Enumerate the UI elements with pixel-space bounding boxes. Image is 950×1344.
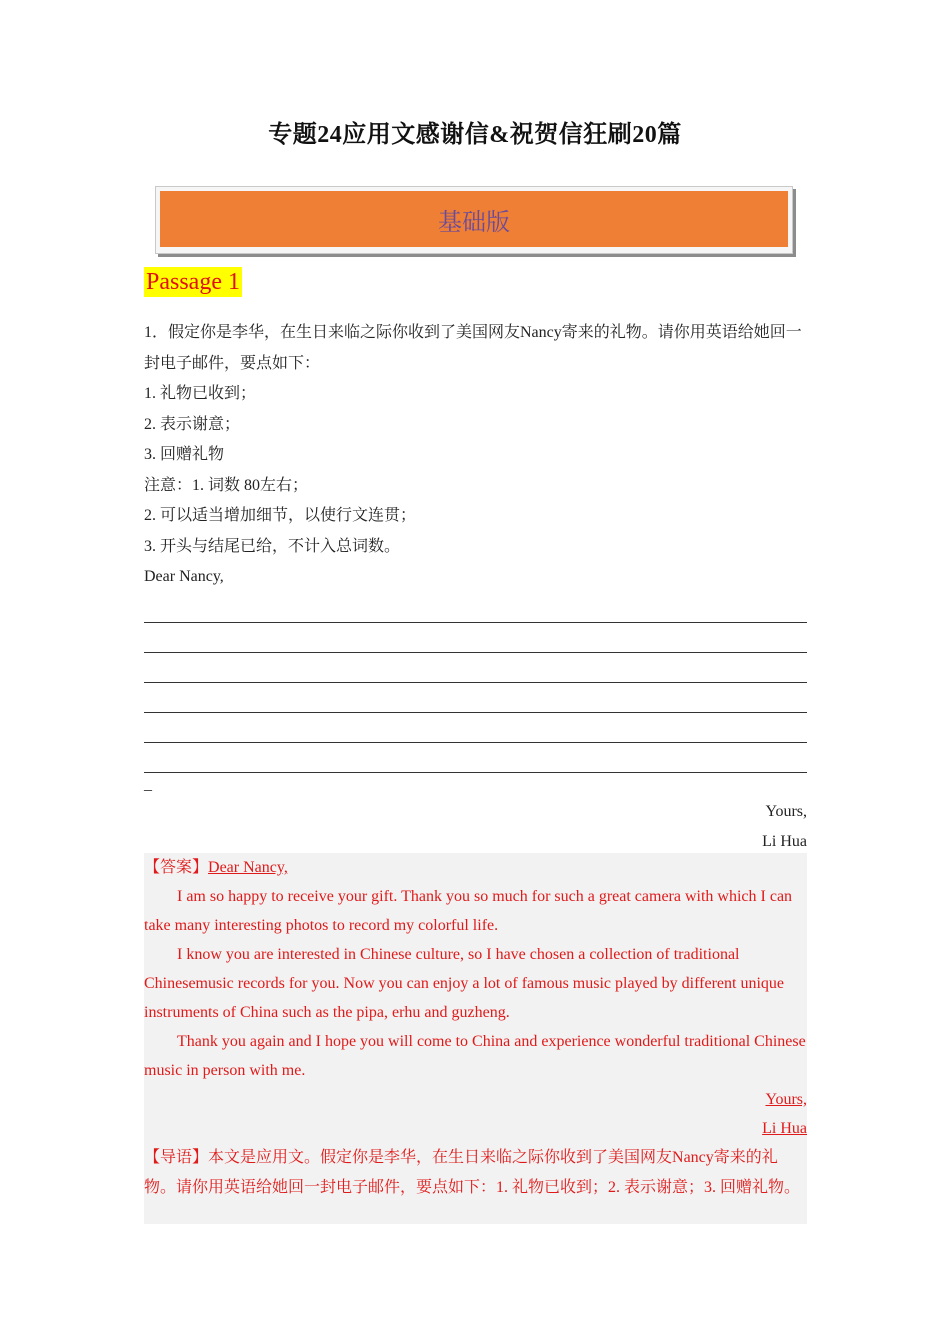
answer-paragraph: I know you are interested in Chinese culture, so I have chosen a collection of traditional Chinesemusic records for you. Now you can enjoy a lot of famous music played by different unique instruments of China such as the pipa, erhu and guzheng. [144,946,784,1021]
passage-heading: Passage 1 [146,269,240,295]
guide-text: 本文是应用文。假定你是李华，在生日来临之际你收到了美国网友Nancy寄来的礼物。请你用英语给她回一封电子邮件，要点如下：1. 礼物已收到；2. 表示谢意；3. 回赠礼物。 [144,1149,801,1196]
trailing-dash: _ [144,775,152,793]
writing-line[interactable] [144,623,807,653]
answer-paragraph: Thank you again and I hope you will come to China and experience wonderful traditional Chinese music in person with me. [144,1033,806,1079]
answer-header [144,853,807,882]
letter-signature: Li Hua [762,833,807,850]
answer-greeting: Dear Nancy, [208,859,288,876]
guide-label: 【导语】 [144,1149,209,1166]
answer-signature-line [144,1114,807,1143]
note-item: 注意：1. 词数 80左右； [144,476,309,494]
answer-signature: Li Hua [762,1120,807,1137]
note-item: 3. 开头与结尾已给，不计入总词数。 [144,537,401,555]
page-title: 专题24应用文感谢信&祝贺信狂刷20篇 [268,122,682,148]
banner-label: 基础版 [160,191,788,247]
question-block [144,318,807,858]
point-item: 2. 表示谢意； [144,415,241,433]
answer-closing: Yours, [765,1091,807,1108]
level-banner [155,186,793,254]
writing-line[interactable] [144,593,807,623]
answer-paragraph: I am so happy to receive your gift. Thank you so much for such a great camera with which I can take many interesting photos to record my colorful life. [144,888,793,934]
writing-line[interactable] [144,743,807,773]
question-prompt: 1．假定你是李华，在生日来临之际你收到了美国网友Nancy寄来的礼物。请你用英语给她回一封电子邮件，要点如下： [144,324,802,372]
point-item: 3. 回赠礼物 [144,446,225,463]
letter-closing: Yours, [765,802,807,820]
letter-greeting: Dear Nancy, [144,568,224,585]
note-item: 2. 可以适当增加细节，以使行文连贯； [144,507,417,524]
answer-box [144,853,807,1224]
answer-closing-line [144,1085,807,1114]
writing-line[interactable] [144,713,807,743]
writing-line[interactable] [144,653,807,683]
guide-paragraph [144,1143,807,1203]
writing-line[interactable] [144,683,807,713]
point-item: 1. 礼物已收到； [144,385,257,402]
answer-label: 【答案】 [144,859,209,876]
